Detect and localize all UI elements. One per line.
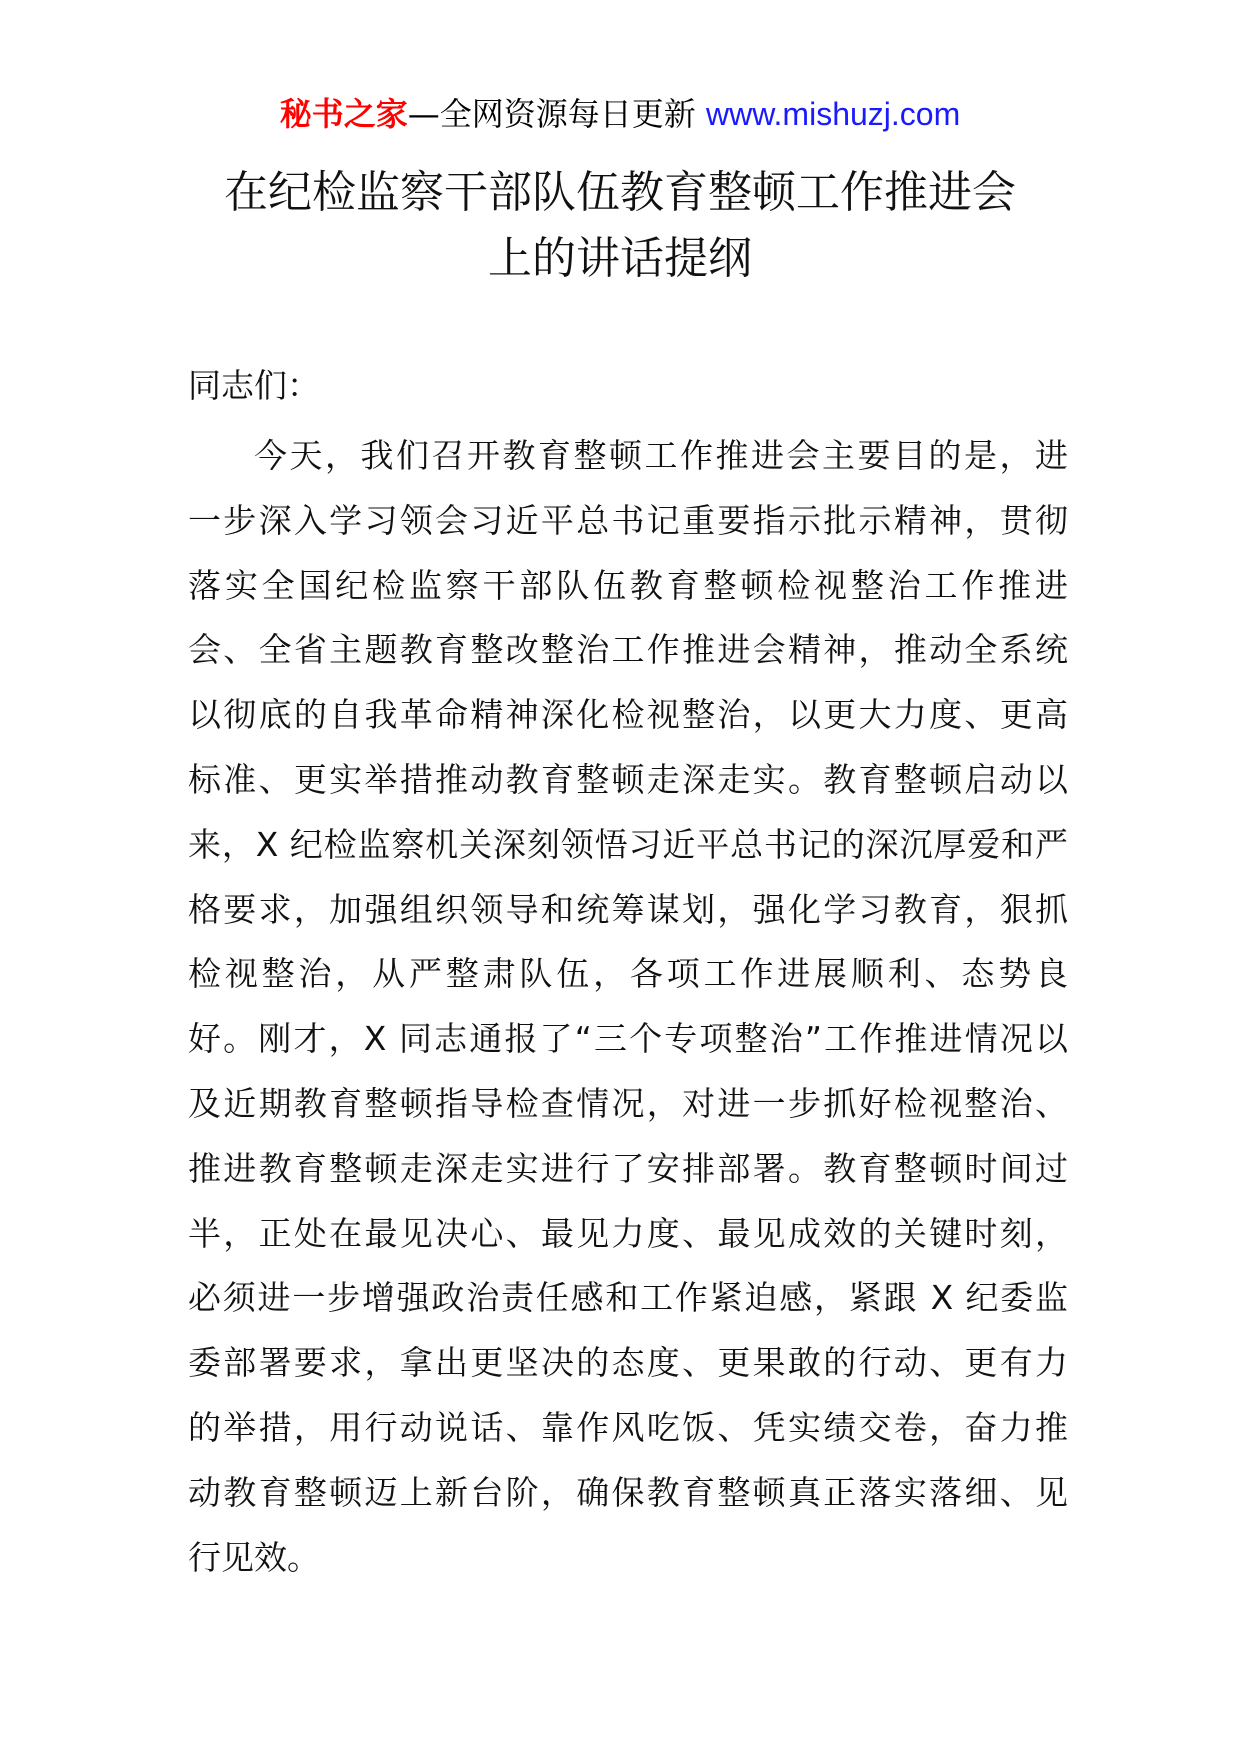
paragraph-line: 行见效。: [188, 1537, 320, 1577]
paragraph-line: 好。刚才，X 同志通报了“三个专项整治”工作推进情况以: [188, 1019, 1068, 1059]
paragraph-line: 标准、更实举措推动教育整顿走深走实。教育整顿启动以: [188, 759, 1068, 799]
site-tagline: —全网资源每日更新: [407, 95, 706, 133]
body-paragraph: [188, 424, 1068, 1590]
salutation: 同志们：: [188, 366, 320, 405]
site-header: [0, 92, 1240, 136]
site-brand: 秘书之家: [279, 95, 408, 133]
paragraph-line: 格要求，加强组织领导和统筹谋划，强化学习教育，狠抓: [188, 889, 1068, 929]
document-title-line: 上的讲话提纲: [488, 233, 752, 284]
site-url-link[interactable]: www.mishuzj.com: [705, 96, 961, 132]
paragraph-line: 落实全国纪检监察干部队伍教育整顿检视整治工作推进: [188, 565, 1068, 605]
paragraph-line: 今天，我们召开教育整顿工作推进会主要目的是，进: [254, 436, 1068, 475]
document-title: [150, 160, 1090, 292]
paragraph-line: 动教育整顿迈上新台阶，确保教育整顿真正落实落细、见: [188, 1472, 1068, 1512]
paragraph-line: 的举措，用行动说话、靠作风吃饭、凭实绩交卷，奋力推: [188, 1407, 1068, 1447]
paragraph-line: 委部署要求，拿出更坚决的态度、更果敢的行动、更有力: [188, 1343, 1068, 1383]
paragraph-line: 一步深入学习领会习近平总书记重要指示批示精神，贯彻: [188, 500, 1068, 540]
document-title-line: 在纪检监察干部队伍教育整顿工作推进会: [224, 167, 1016, 218]
paragraph-line: 以彻底的自我革命精神深化检视整治，以更大力度、更高: [188, 695, 1068, 735]
paragraph-line: 必须进一步增强政治责任感和工作紧迫感，紧跟 X 纪委监: [188, 1278, 1068, 1318]
paragraph-line: 来，X 纪检监察机关深刻领悟习近平总书记的深沉厚爱和严: [188, 824, 1068, 864]
paragraph-line: 及近期教育整顿指导检查情况，对进一步抓好检视整治、: [188, 1083, 1068, 1123]
paragraph-line: 会、全省主题教育整改整治工作推进会精神，推动全系统: [188, 630, 1068, 670]
paragraph-line: 半，正处在最见决心、最见力度、最见成效的关键时刻，: [188, 1213, 1068, 1253]
paragraph-line: 检视整治，从严整肃队伍，各项工作进展顺利、态势良: [188, 954, 1068, 994]
paragraph-line: 推进教育整顿走深走实进行了安排部署。教育整顿时间过: [188, 1148, 1068, 1188]
